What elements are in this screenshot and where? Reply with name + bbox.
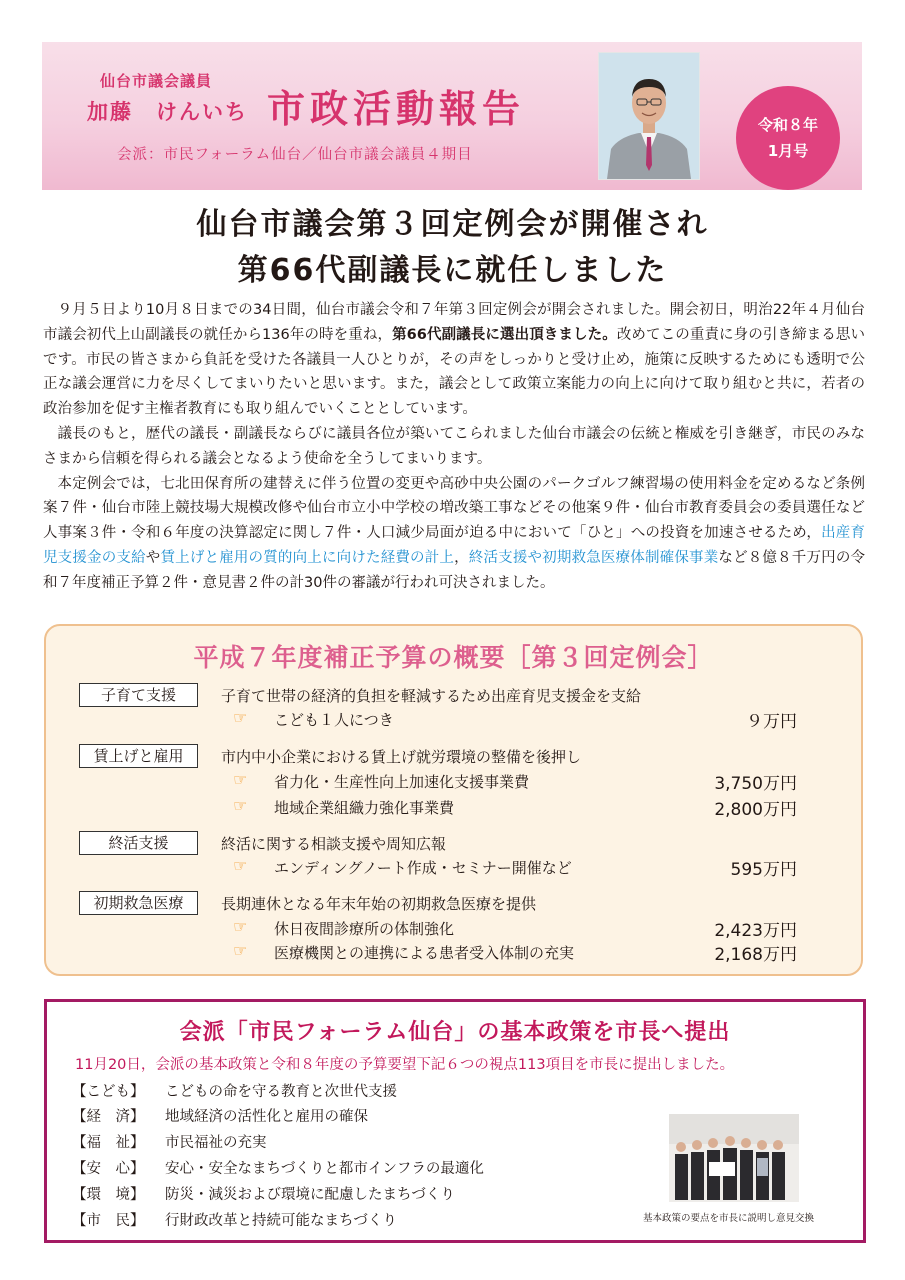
budget-item-amount: 2,423万円 <box>714 921 797 941</box>
p3-highlight-2: 賃上げと雇用の質的向上に向けた経費の計上 <box>160 549 455 566</box>
member-name: 加藤 けんいち <box>87 100 248 124</box>
member-title: 仙台市議会議員 <box>100 72 213 90</box>
pointing-hand-icon: ☞ <box>233 917 248 936</box>
report-title: 市政活動報告 <box>267 87 526 131</box>
policy-intro: 11月20日，会派の基本政策と令和８年度の予算要望下記６つの視点113項目を市長に提出しました。 <box>75 1057 735 1073</box>
policy-key: 【経 済】 <box>72 1109 145 1125</box>
category-label-endoflife: 終活支援 <box>79 831 198 855</box>
photo-caption: 基本政策の要点を市長に説明し意見交換 <box>643 1213 815 1224</box>
budget-item-amount: ９万円 <box>746 712 797 732</box>
group-photo <box>669 1114 799 1202</box>
policy-key: 【市 民】 <box>72 1213 145 1229</box>
p3-highlight-1: 出産育児支援金の支給 <box>43 525 865 566</box>
budget-item-amount: 3,750万円 <box>714 774 797 794</box>
issue-badge <box>736 86 840 190</box>
headline <box>0 202 905 294</box>
policy-value: こどもの命を守る教育と次世代支援 <box>165 1084 397 1100</box>
pointing-hand-icon: ☞ <box>233 796 248 815</box>
pointing-hand-icon: ☞ <box>233 941 248 960</box>
faction-line: 会派：市民フォーラム仙台／仙台市議会議員４期目 <box>117 147 473 163</box>
p1-bold-text: 第66代副議長に選出頂きました。 <box>392 326 617 343</box>
article-body <box>43 298 865 596</box>
category-desc-emergency: 長期連休となる年末年始の初期救急医療を提供 <box>221 895 537 913</box>
budget-item-text: 医療機関との連携による患者受入体制の充実 <box>274 944 575 962</box>
p3-highlight-3: 終活支援や初期救急医療体制確保事業 <box>468 549 719 566</box>
policy-value: 防災・減災および環境に配慮したまちづくり <box>165 1187 455 1203</box>
category-label-wages: 賃上げと雇用 <box>79 744 198 768</box>
policy-key: 【こども】 <box>72 1084 145 1100</box>
issue-era: 令和８年 <box>757 116 818 134</box>
issue-month: 1月号 <box>767 142 809 160</box>
category-desc-childcare: 子育て世帯の経済的負担を軽減するため出産育児支援金を支給 <box>221 687 642 705</box>
portrait-photo <box>598 52 700 180</box>
budget-item-text: こども１人につき <box>274 711 394 729</box>
category-label-childcare: 子育て支援 <box>79 683 198 707</box>
p3-text-t1: や <box>145 549 161 566</box>
budget-item-amount: 2,168万円 <box>714 945 797 965</box>
header-banner <box>42 42 862 190</box>
pointing-hand-icon: ☞ <box>233 708 248 727</box>
p3-text-t2: ， <box>454 549 469 566</box>
paragraph-1 <box>43 298 865 422</box>
policy-value: 安心・安全なまちづくりと都市インフラの最適化 <box>165 1161 484 1177</box>
p1-text-b: 改めてこの重責に身の引き締まる思いです。市民の皆さまから負託を受けた各議員一人ひとりが，その声をしっかりと受け止め，施策に反映するためにも透明で公正な議会運営に力を尽くしてまいりたいと思います。また，議会として政策立案能力の向上に向けて取り組むと共に，若者の政治参加を促す主権者教育にも取り組んでいくこととしています。 <box>43 326 865 418</box>
budget-item-text: エンディングノート作成・セミナー開催など <box>274 859 572 877</box>
pointing-hand-icon: ☞ <box>233 856 248 875</box>
category-label-emergency: 初期救急医療 <box>79 891 198 915</box>
budget-item-text: 地域企業組織力強化事業費 <box>274 799 455 817</box>
pointing-hand-icon: ☞ <box>233 770 248 789</box>
budget-item-text: 休日夜間診療所の体制強化 <box>274 920 455 938</box>
p1-text-a: ９月５日より10月８日までの34日間，仙台市議会令和７年第３回定例会が開会されました。開会初日，明治22年４月仙台市議会初代上山副議長の就任から136年の時を重ね， <box>43 302 865 343</box>
paragraph-3 <box>43 472 865 596</box>
headline-line-1: 仙台市議会第３回定例会が開催され <box>196 207 709 242</box>
p3-text-a: 本定例会では，七北田保育所の建替えに伴う位置の変更や高砂中央公園のパークゴルフ練習場の使用料金を定めるなど条例案７件・仙台市陸上競技場大規模改修や仙台市立小中学校の増改築工事などその他案９件・仙台市教育委員会の委員選任など人事案３件・令和６年度の決算認定に関し７件・人口減少局面が迫る中において「ひと」への投資を加速させるため， <box>43 475 865 542</box>
policy-key: 【福 祉】 <box>72 1135 145 1151</box>
policy-key: 【安 心】 <box>72 1161 145 1177</box>
policy-title: 会派「市民フォーラム仙台」の基本政策を市長へ提出 <box>179 1020 731 1045</box>
policy-value: 行財政改革と持続可能なまちづくり <box>165 1213 397 1229</box>
category-desc-endoflife: 終活に関する相談支援や周知広報 <box>221 835 447 853</box>
policy-value: 市民福祉の充実 <box>165 1135 267 1151</box>
budget-item-amount: 595万円 <box>730 860 797 880</box>
category-desc-wages: 市内中小企業における賃上げ就労環境の整備を後押し <box>221 748 582 766</box>
policy-box <box>44 999 866 1243</box>
policy-key: 【環 境】 <box>72 1187 145 1203</box>
paragraph-2: 議長のもと，歴代の議長・副議長ならびに議員各位が築いてこられました仙台市議会の伝統と権威を引き継ぎ，市民のみなさまから信頼を得られる議会となるよう使命を全うしてまいります。 <box>43 425 865 467</box>
policy-value: 地域経済の活性化と雇用の確保 <box>165 1109 368 1125</box>
budget-summary-box <box>44 624 863 976</box>
budget-title: 平成７年度補正予算の概要［第３回定例会］ <box>193 643 714 672</box>
budget-item-text: 省力化・生産性向上加速化支援事業費 <box>274 773 530 791</box>
budget-item-amount: 2,800万円 <box>714 800 797 820</box>
p3-text-b: など８億８千万円の令和７年度補正予算２件・意見書２件の計30件の審議が行われ可決されました。 <box>43 549 866 591</box>
headline-line-2: 第66代副議長に就任しました <box>237 253 668 288</box>
